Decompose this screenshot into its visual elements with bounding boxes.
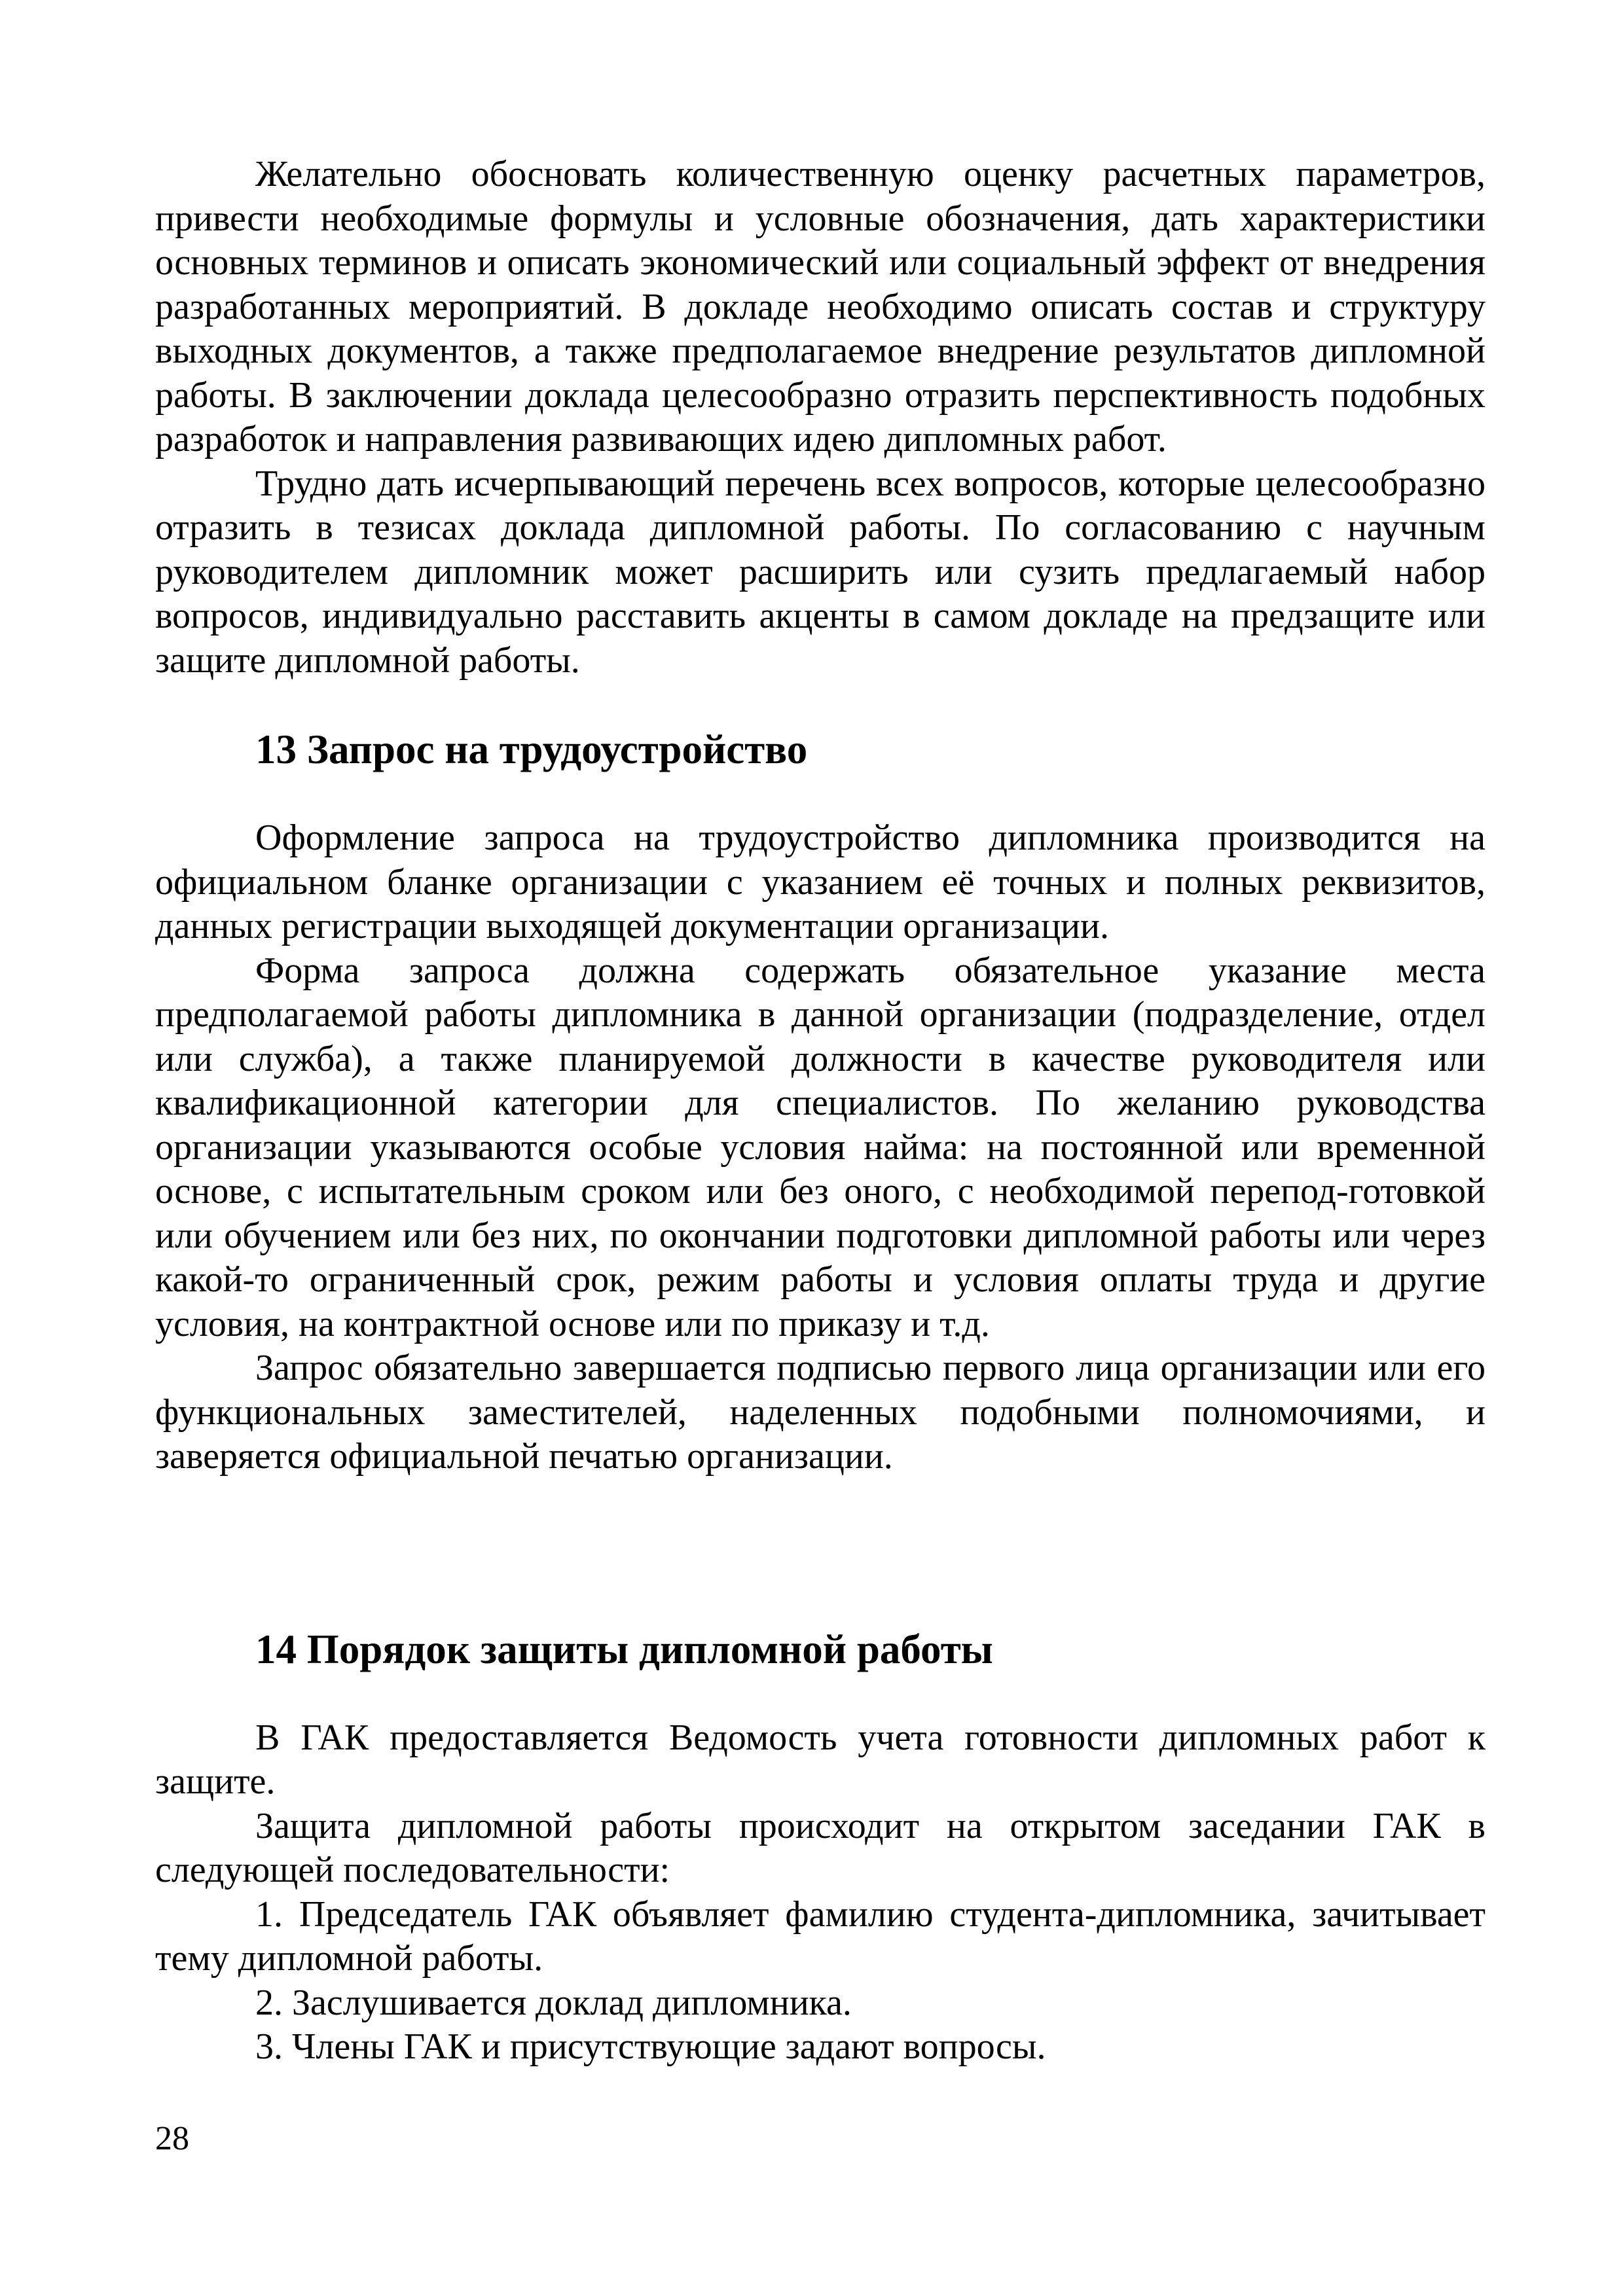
list-item-1: 1. Председатель ГАК объявляет фамилию студента-дипломника, зачитывает тему дипломной работы.	[155, 1893, 1486, 1979]
section-14-paragraph-2: Защита дипломной работы происходит на открытом заседании ГАК в следующей последовательности:	[155, 1805, 1486, 1890]
intro-paragraph-1: Желательно обосновать количественную оценку расчетных параметров, привести необходимые формулы и условные обозначения, дать характеристики основных терминов и описать экономический или социальный эффект от внедрения разработанных мероприятий. В докладе необходимо описать состав и структуру выходных документов, а также предполагаемое внедрение результатов дипломной работы. В заключении доклада целесообразно отразить перспективность подобных разработок и направления развивающих идею дипломных работ.	[155, 154, 1486, 459]
section-14-paragraph-1: В ГАК предоставляется Ведомость учета готовности дипломных работ к защите.	[155, 1717, 1486, 1802]
list-item-3: 3. Члены ГАК и присутствующие задают вопросы.	[255, 2026, 1046, 2067]
section-13-body	[155, 816, 1486, 1479]
section-13-paragraph-2: Форма запроса должна содержать обязательное указание места предполагаемой работы дипломника в данной организации (подразделение, отдел или служба), а также планируемой должности в качестве руководителя или квалификационной категории для специалистов. По желанию руководства организации указываются особые условия найма: на постоянной или временной основе, с испытательным сроком или без оного, с необходимой перепод-готовкой или обучением или без них, по окончании подготовки дипломной работы или через какой-то ограниченный срок, режим работы и условия оплаты труда и другие условия, на контрактной основе или по приказу и т.д.	[155, 950, 1486, 1344]
intro-paragraph-2: Трудно дать исчерпывающий перечень всех вопросов, которые целесообразно отразить в тезисах доклада дипломной работы. По согласованию с научным руководителем дипломник может расширить или сузить предлагаемый набор вопросов, индивидуально расставить акценты в самом докладе на предзащите или защите дипломной работы.	[155, 463, 1486, 681]
section-13-paragraph-1: Оформление запроса на трудоустройство дипломника производится на официальном бланке организации с указанием её точных и полных реквизитов, данных регистрации выходящей документации организации.	[155, 817, 1486, 946]
section-14-body	[155, 1716, 1486, 2070]
section-13-heading: 13 Запрос на трудоустройство	[255, 726, 808, 772]
page-body	[155, 152, 1486, 2070]
section-14-heading: 14 Порядок защиты дипломной работы	[255, 1626, 993, 1672]
list-item-2: 2. Заслушивается доклад дипломника.	[255, 1982, 852, 2023]
intro-section	[155, 152, 1486, 683]
page-number: 28	[155, 2120, 189, 2157]
section-13-paragraph-3: Запрос обязательно завершается подписью первого лица организации или его функциональных заместителей, наделенных подобными полномочиями, и заверяется официальной печатью организации.	[155, 1348, 1486, 1477]
